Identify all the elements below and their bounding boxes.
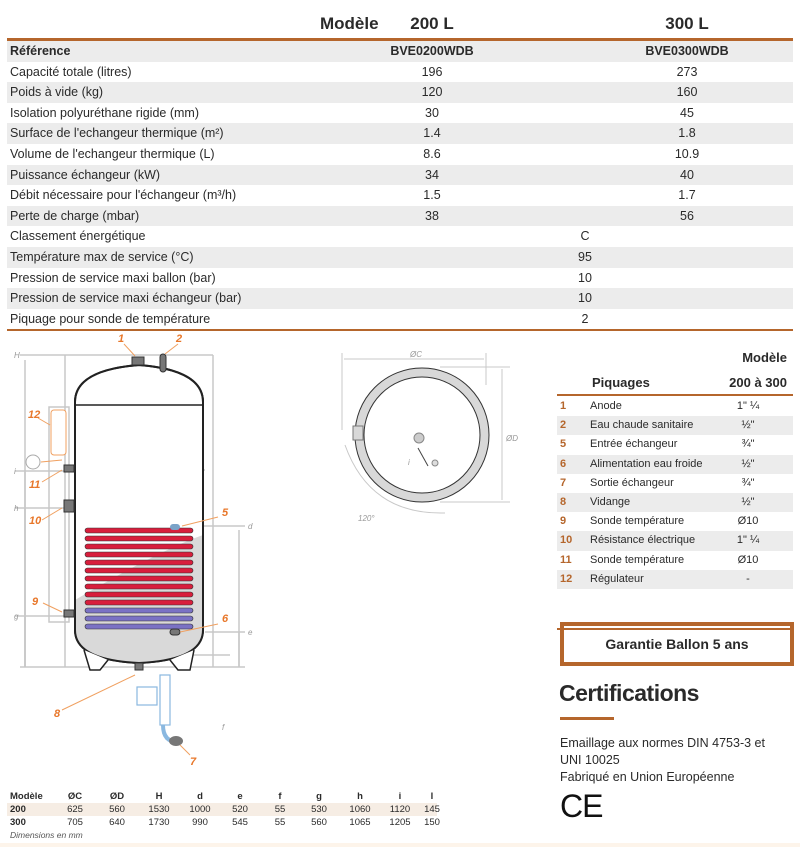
piquage-row (557, 435, 793, 454)
dim-cell: 1205 (389, 817, 411, 828)
spec-value-common: C (580, 229, 590, 244)
piquage-size: Ø10 (737, 515, 759, 528)
certifications-underline (560, 717, 614, 720)
piquage-row (557, 416, 793, 435)
coil-turn-hot (85, 576, 193, 581)
port-drain (135, 663, 143, 670)
coil-turn-hot (85, 568, 193, 573)
piquage-number: 8 (560, 495, 567, 508)
dim-cell: e (237, 791, 243, 802)
piquage-name: Sonde température (590, 515, 685, 528)
spec-label: Classement énergétique (10, 229, 146, 244)
spec-value-common: 10 (578, 291, 592, 306)
piquage-number: 12 (560, 572, 573, 585)
coil-turn-hot (85, 560, 193, 565)
coil-turn-cold (85, 624, 193, 629)
offset-port (432, 460, 438, 466)
spec-label: Pression de service maxi ballon (bar) (10, 270, 216, 285)
piquage-number: 6 (560, 457, 567, 470)
dim-cell: l (430, 791, 434, 802)
dim-letter-h: h (14, 504, 19, 513)
footer-band (0, 843, 800, 847)
spec-value-300: 1.7 (678, 188, 696, 203)
spec-row (7, 103, 793, 124)
spec-row (7, 185, 793, 206)
spec-value-200: BVE0200WDB (390, 44, 474, 58)
port-cold-water (170, 629, 180, 635)
dim-cell: ØC (67, 791, 83, 802)
dim-cell: g (316, 791, 322, 802)
piquages-range: 200 à 300 (729, 375, 787, 390)
spec-value-300: 1.8 (678, 126, 696, 141)
spec-row (7, 309, 793, 330)
piquage-number: 11 (560, 553, 572, 566)
spec-value-300: 10.9 (674, 146, 700, 161)
coil-turn-hot (85, 584, 193, 589)
regulator (51, 410, 66, 455)
piquages-top-rule (557, 394, 793, 396)
spec-label: Volume de l'echangeur thermique (L) (10, 146, 215, 161)
cert-line-2: UNI 10025 (560, 753, 620, 767)
pump (137, 675, 178, 742)
dim-cell: H (155, 791, 163, 802)
dim-cell: Modèle (10, 791, 43, 802)
spec-label: Perte de charge (mbar) (10, 208, 140, 223)
ce-mark-icon: CE (560, 788, 603, 824)
dim-cell: 625 (67, 804, 83, 815)
piquages-title: Piquages (592, 375, 650, 390)
piquage-size: ½" (741, 495, 755, 508)
piquage-name: Résistance électrique (590, 534, 696, 547)
spec-label: Référence (10, 44, 71, 58)
spec-row (7, 123, 793, 144)
coil-turn-cold (85, 616, 193, 621)
piquage-number: 5 (560, 438, 567, 451)
piquage-size: 1" ¼ (736, 534, 760, 547)
spec-label: Poids à vide (kg) (10, 85, 104, 100)
piquage-row (557, 531, 793, 550)
piquages-model-label: Modèle (742, 350, 787, 365)
spec-row (7, 247, 793, 268)
piquage-row (557, 493, 793, 512)
spec-value-200: 38 (425, 208, 439, 223)
piquage-size: ¾" (741, 476, 755, 489)
piquage-size: - (746, 572, 750, 585)
callout-11: 11 (29, 479, 41, 491)
dim-cell: 145 (424, 804, 440, 815)
spec-value-200: 8.6 (423, 146, 441, 161)
spec-value-200: 34 (425, 167, 439, 182)
side-port (353, 426, 363, 440)
dim-cell: ØD (109, 791, 125, 802)
model-header: Modèle (320, 14, 379, 33)
piquages-rows (557, 397, 793, 589)
piquage-name: Entrée échangeur (590, 438, 678, 451)
coil-turn-hot (85, 536, 193, 541)
callout-10: 10 (29, 515, 42, 527)
piquage-size: ¾" (741, 438, 755, 451)
piquage-name: Alimentation eau froide (590, 457, 703, 470)
spec-value-200: 30 (425, 105, 439, 120)
piquage-name: Vidange (590, 495, 631, 508)
spec-value-300: 40 (680, 167, 694, 182)
piquage-row (557, 551, 793, 570)
spec-label: Débit nécessaire pour l'échangeur (m³/h) (10, 188, 237, 203)
dim-od: ØD (506, 434, 518, 443)
dim-i: i (408, 458, 410, 467)
angle-label: 120° (358, 514, 375, 523)
piquage-size: 1" ¼ (736, 400, 760, 412)
dim-cell: 530 (311, 804, 327, 815)
dim-cell: 1065 (349, 817, 371, 828)
piquage-name: Sonde température (590, 553, 685, 566)
spec-label: Piquage pour sonde de température (10, 311, 211, 326)
dim-cell: 1120 (389, 804, 411, 815)
spec-value-300: 45 (680, 105, 694, 120)
piquage-row (557, 512, 793, 531)
dimensions-note: Dimensions en mm (10, 830, 83, 840)
coil-turn-cold (85, 608, 193, 613)
coil-turn-hot (85, 544, 193, 549)
spec-label: Pression de service maxi échangeur (bar) (10, 291, 242, 306)
port-hot-water (160, 354, 166, 372)
port-exchanger-out (169, 736, 183, 746)
callout-5: 5 (222, 507, 229, 519)
port-sensor-11 (64, 465, 74, 472)
dim-letter-f: f (222, 723, 225, 732)
spec-value-common: 2 (581, 311, 589, 326)
dimensions-row (7, 816, 440, 829)
column-200l: 200 L (410, 14, 454, 33)
spec-label: Isolation polyuréthane rigide (mm) (10, 105, 199, 120)
ground-icon (26, 455, 40, 469)
column-300l: 300 L (665, 14, 709, 33)
piquage-name: Sortie échangeur (590, 476, 674, 489)
spec-table-header (7, 8, 793, 41)
spec-value-200: 1.4 (423, 126, 441, 141)
spec-row (7, 206, 793, 227)
warranty-badge: Garantie Ballon 5 ans (560, 622, 794, 666)
piquage-number: 2 (560, 419, 567, 432)
piquage-number: 1 (560, 400, 567, 412)
piquage-row (557, 397, 793, 416)
dimensions-header-row (7, 790, 437, 803)
dim-letter-d: d (248, 522, 253, 531)
dim-cell: 1730 (148, 817, 170, 828)
dim-cell: 705 (67, 817, 83, 828)
dim-cell: h (357, 791, 363, 802)
dim-cell: 300 (10, 817, 26, 828)
callout-6: 6 (222, 613, 229, 625)
dim-cell: 1060 (349, 804, 371, 815)
callout-12: 12 (28, 409, 41, 421)
spec-row (7, 144, 793, 165)
spec-value-common: 10 (578, 270, 592, 285)
spec-row (7, 226, 793, 247)
spec-row (7, 41, 793, 62)
piquage-number: 7 (560, 476, 567, 489)
callout-8: 8 (54, 708, 61, 720)
spec-label: Température max de service (°C) (10, 249, 194, 264)
dim-letter-H: H (14, 351, 20, 360)
dim-cell: d (197, 791, 203, 802)
spec-value-200: 196 (421, 64, 443, 79)
cert-line-3: Fabriqué en Union Européenne (560, 770, 735, 784)
dim-cell: 55 (274, 804, 286, 815)
port-resistance (64, 500, 74, 512)
coil-turn-hot (85, 600, 193, 605)
dim-letter-i: i (14, 467, 16, 476)
dim-cell: f (278, 791, 282, 802)
spec-table (7, 8, 793, 331)
dim-cell: 640 (109, 817, 125, 828)
dim-cell: 520 (232, 804, 248, 815)
dim-cell: 560 (109, 804, 125, 815)
coil-turn-hot (85, 592, 193, 597)
dim-letter-g: g (14, 612, 19, 621)
piquage-size: ½" (741, 419, 755, 432)
spec-value-200: 120 (421, 85, 443, 100)
tank-side-diagram (0, 330, 300, 770)
piquage-number: 10 (560, 534, 573, 547)
dim-oc: ØC (410, 350, 422, 359)
spec-value-300: BVE0300WDB (645, 44, 729, 58)
cert-line-1: Emaillage aux normes DIN 4753-3 et (560, 736, 765, 750)
dim-cell: i (398, 791, 402, 802)
dim-cell: 1530 (148, 804, 170, 815)
spec-label: Puissance échangeur (kW) (10, 167, 161, 182)
port-anode (132, 357, 144, 365)
piquage-size: Ø10 (737, 553, 759, 566)
center-port (414, 433, 424, 443)
dim-letter-e: e (248, 628, 253, 637)
piquage-row (557, 455, 793, 474)
callout-9: 9 (32, 596, 39, 608)
spec-row (7, 82, 793, 103)
piquage-row (557, 570, 793, 589)
spec-value-300: 56 (680, 208, 694, 223)
dim-cell: 1000 (189, 804, 211, 815)
spec-row (7, 62, 793, 83)
spec-value-200: 1.5 (423, 188, 441, 203)
dim-cell: 200 (10, 804, 26, 815)
dim-cell: 545 (232, 817, 248, 828)
piquage-row (557, 474, 793, 493)
coil-turn-hot (85, 552, 193, 557)
piquage-name: Régulateur (590, 572, 644, 585)
dim-cell: 990 (192, 817, 208, 828)
tank-top-diagram (330, 345, 530, 525)
port-sensor-9 (64, 610, 74, 617)
spec-row (7, 165, 793, 186)
dim-cell: 55 (274, 817, 286, 828)
callout-1: 1 (118, 333, 125, 345)
certifications-text (560, 735, 795, 786)
piquage-name: Anode (590, 400, 622, 412)
spec-value-300: 160 (676, 85, 698, 100)
dimensions-table (7, 790, 440, 842)
callout-2: 2 (176, 333, 183, 345)
port-exchanger-in (170, 524, 180, 530)
spec-label: Surface de l'echangeur thermique (m²) (10, 126, 224, 141)
certifications-title: Certifications (559, 680, 699, 706)
piquage-name: Eau chaude sanitaire (590, 419, 694, 432)
dim-cell: 150 (424, 817, 440, 828)
callout-7: 7 (190, 756, 197, 768)
spec-label: Capacité totale (litres) (10, 64, 132, 79)
spec-rows (7, 41, 793, 329)
spec-value-common: 95 (578, 249, 592, 264)
spec-row (7, 268, 793, 289)
spec-value-300: 273 (676, 64, 698, 79)
spec-row (7, 288, 793, 309)
dim-cell: 560 (311, 817, 327, 828)
piquage-number: 9 (560, 515, 567, 528)
dimensions-row (7, 803, 440, 816)
piquage-size: ½" (741, 457, 755, 470)
